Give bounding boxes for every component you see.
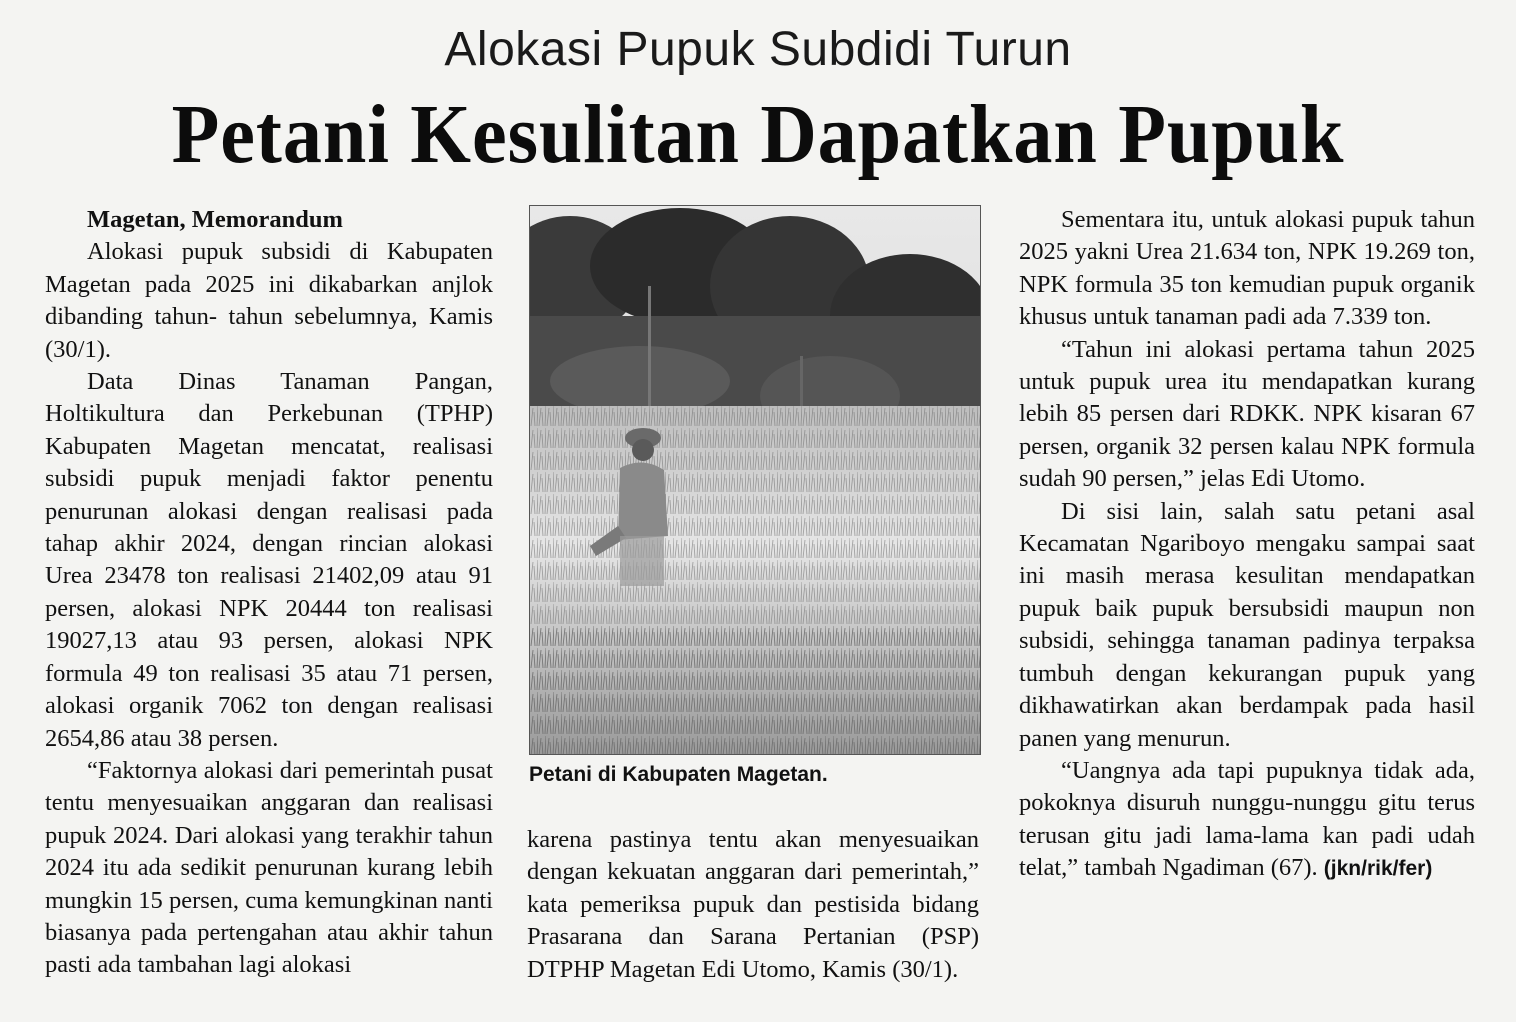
paragraph: karena pastinya tentu akan menyesuaikan dengan kekuatan anggaran dari pemerintah,” kata pemeriksa pupuk dan pestisida bidang Prasarana dan Sarana Pertanian (PSP) DTPHP Magetan Edi Utomo, Kamis (30/1).: [527, 826, 979, 983]
article-column-3: [1019, 204, 1475, 886]
article-kicker: Alokasi Pupuk Subdidi Turun: [444, 23, 1072, 76]
article-column-2: [527, 824, 979, 986]
dateline: Magetan, Memorandum: [87, 206, 343, 233]
photo-caption: Petani di Kabupaten Magetan.: [529, 763, 828, 786]
article-column-1: [45, 204, 493, 982]
paragraph: Di sisi lain, salah satu petani asal Kecamatan Ngariboyo mengaku sampai saat ini masih merasa kesulitan mendapatkan pupuk baik pupuk bersubsidi maupun non subsidi, sehingga tanaman padinya terpaksa tumbuh dengan kekurangan pupuk yang dikhawatirkan akan berdampak pada hasil panen yang menurun.: [1019, 497, 1475, 752]
paragraph: Data Dinas Tanaman Pangan, Holtikultura dan Perkebunan (TPHP) Kabupaten Magetan mencatat, realisasi subsidi pupuk menjadi faktor penentu penurunan alokasi dengan realisasi pada tahap akhir 2024, dengan rincian alokasi Urea 23478 ton realisasi 21402,09 atau 91 persen, alokasi NPK 20444 ton realisasi 19027,13 atau 93 persen, alokasi NPK formula 49 ton realisasi 35 atau 71 persen, alokasi organik 7062 ton dengan realisasi 2654,86 atau 38 persen.: [45, 368, 493, 752]
farmer-in-rice-field-photo: [530, 206, 980, 754]
paragraph: “Faktornya alokasi dari pemerintah pusat tentu menyesuaikan anggaran dan realisasi pupuk 2024. Dari alokasi yang terakhir tahun 2024 itu ada sedikit penurunan kurang lebih mungkin 15 persen, cuma kemungkinan nanti biasanya pada pertengahan atau akhir tahun pasti ada tambahan lagi alokasi: [45, 756, 493, 979]
author-credit: (jkn/rik/fer): [1323, 857, 1433, 881]
paragraph: Sementara itu, untuk alokasi pupuk tahun 2025 yakni Urea 21.634 ton, NPK 19.269 ton, NPK formula 35 ton kemudian pupuk organik khusus untuk tanaman padi ada 7.339 ton.: [1019, 206, 1475, 331]
paragraph: “Tahun ini alokasi pertama tahun 2025 untuk pupuk urea itu mendapatkan kurang lebih 85 persen dari RDKK. NPK kisaran 67 persen, organik 32 persen kalau NPK formula sudah 90 persen,” jelas Edi Utomo.: [1019, 335, 1475, 493]
paragraph: Alokasi pupuk subsidi di Kabupaten Magetan pada 2025 ini dikabarkan anjlok dibanding tahun- tahun sebelumnya, Kamis (30/1).: [45, 238, 493, 363]
paragraph: [1019, 755, 1475, 886]
article-headline: Petani Kesulitan Dapatkan Pupuk: [171, 88, 1345, 181]
article-photo: [529, 205, 981, 755]
paragraph-text: “Uangnya ada tapi pupuknya tidak ada, pokoknya disuruh nunggu-nunggu gitu terus terusan gitu jadi lama-lama kan padi udah telat,” tambah Ngadiman (67).: [1019, 756, 1475, 882]
